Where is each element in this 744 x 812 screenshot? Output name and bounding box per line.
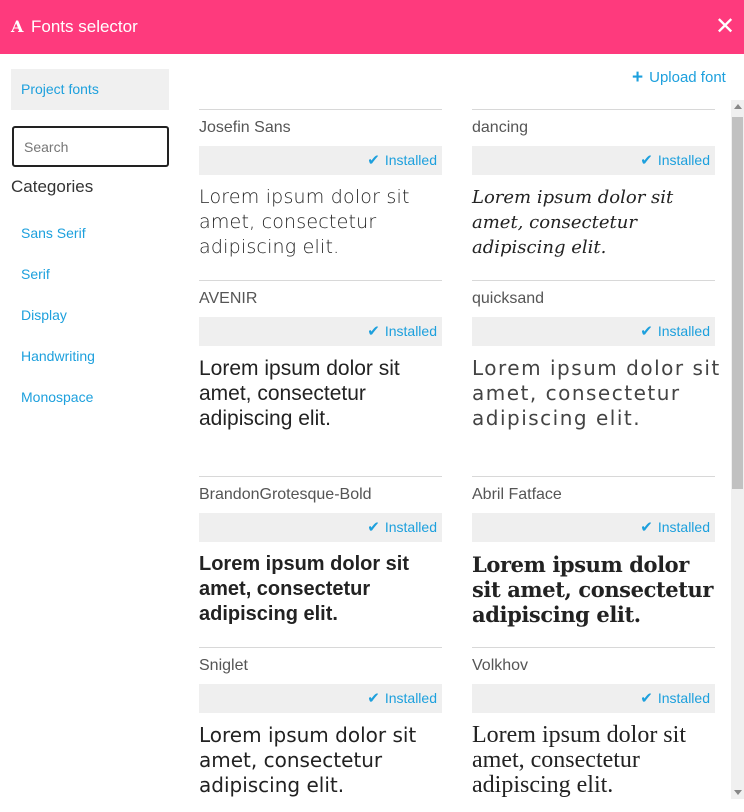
font-card-josefin-sans[interactable] — [199, 109, 442, 280]
check-icon: ✔ — [367, 323, 380, 340]
categories-heading: Categories — [11, 177, 94, 196]
font-name: BrandonGrotesque-Bold — [199, 486, 372, 503]
category-display[interactable]: Display — [21, 307, 67, 323]
font-card-volkhov[interactable] — [472, 647, 715, 797]
bottom-edge — [185, 799, 744, 812]
project-fonts-button[interactable]: Project fonts — [11, 69, 169, 110]
dialog-header — [0, 0, 744, 54]
font-card-quicksand[interactable] — [472, 280, 721, 476]
category-serif[interactable]: Serif — [21, 266, 50, 282]
font-card-avenir[interactable] — [199, 280, 442, 476]
font-preview: Lorem ipsum dolor sit amet, consectetur adipiscing elit. — [199, 186, 410, 258]
scroll-down-arrow-icon[interactable] — [734, 790, 742, 795]
scrollbar[interactable] — [731, 100, 744, 799]
scrollbar-thumb[interactable] — [732, 117, 743, 489]
font-name: Sniglet — [199, 657, 248, 674]
category-handwriting[interactable]: Handwriting — [21, 348, 95, 364]
font-card-sniglet[interactable] — [199, 647, 442, 797]
close-icon[interactable]: ✕ — [714, 13, 736, 40]
font-card-abril-fatface[interactable] — [472, 476, 715, 647]
font-name: Abril Fatface — [472, 486, 562, 503]
installed-status[interactable]: ✔ Installed — [472, 513, 715, 542]
installed-status[interactable]: ✔ Installed — [199, 317, 442, 346]
font-name: dancing — [472, 119, 529, 136]
check-icon: ✔ — [640, 690, 653, 707]
installed-status[interactable]: ✔ Installed — [199, 513, 442, 542]
font-preview: Lorem ipsum dolor sit amet, consectetur adipiscing elit. — [199, 723, 417, 797]
upload-font-button[interactable] — [632, 68, 726, 88]
plus-icon: + — [632, 67, 644, 88]
font-preview: Lorem ipsum dolor sit amet, consectetur adipiscing elit. — [472, 187, 674, 258]
font-preview: Lorem ipsum dolor sit amet, consectetur adipiscing elit. — [199, 553, 410, 625]
scroll-up-arrow-icon[interactable] — [734, 104, 742, 109]
check-icon: ✔ — [367, 519, 380, 536]
check-icon: ✔ — [367, 152, 380, 169]
installed-status[interactable]: ✔ Installed — [472, 146, 715, 175]
font-preview: Lorem ipsum dolor sit amet, consectetur adipiscing elit. — [472, 356, 721, 430]
sidebar — [0, 54, 185, 812]
font-preview: Lorem ipsum dolor sit amet, consectetur adipiscing elit. — [472, 552, 714, 627]
font-name: Josefin Sans — [199, 119, 291, 136]
installed-status[interactable]: ✔ Installed — [199, 684, 442, 713]
font-preview: Lorem ipsum dolor sit amet, consectetur adipiscing elit. — [199, 357, 400, 430]
installed-status[interactable]: ✔ Installed — [472, 317, 715, 346]
app-logo: A — [11, 17, 24, 36]
font-card-dancing[interactable] — [472, 109, 715, 280]
check-icon: ✔ — [640, 152, 653, 169]
installed-status[interactable]: ✔ Installed — [472, 684, 715, 713]
installed-status[interactable]: ✔ Installed — [199, 146, 442, 175]
check-icon: ✔ — [640, 323, 653, 340]
dialog-title: Fonts selector — [31, 17, 138, 36]
upload-font-label: Upload font — [649, 69, 726, 86]
check-icon: ✔ — [367, 690, 380, 707]
font-name: quicksand — [472, 290, 545, 307]
font-name: Volkhov — [472, 657, 529, 674]
check-icon: ✔ — [640, 519, 653, 536]
category-monospace[interactable]: Monospace — [21, 389, 94, 405]
font-name: AVENIR — [199, 290, 258, 307]
font-card-brandongrotesque-bold[interactable] — [199, 476, 442, 647]
category-sans-serif[interactable]: Sans Serif — [21, 225, 86, 241]
font-preview: Lorem ipsum dolor sit amet, consectetur adipiscing elit. — [472, 722, 686, 798]
search-input[interactable] — [12, 126, 169, 167]
